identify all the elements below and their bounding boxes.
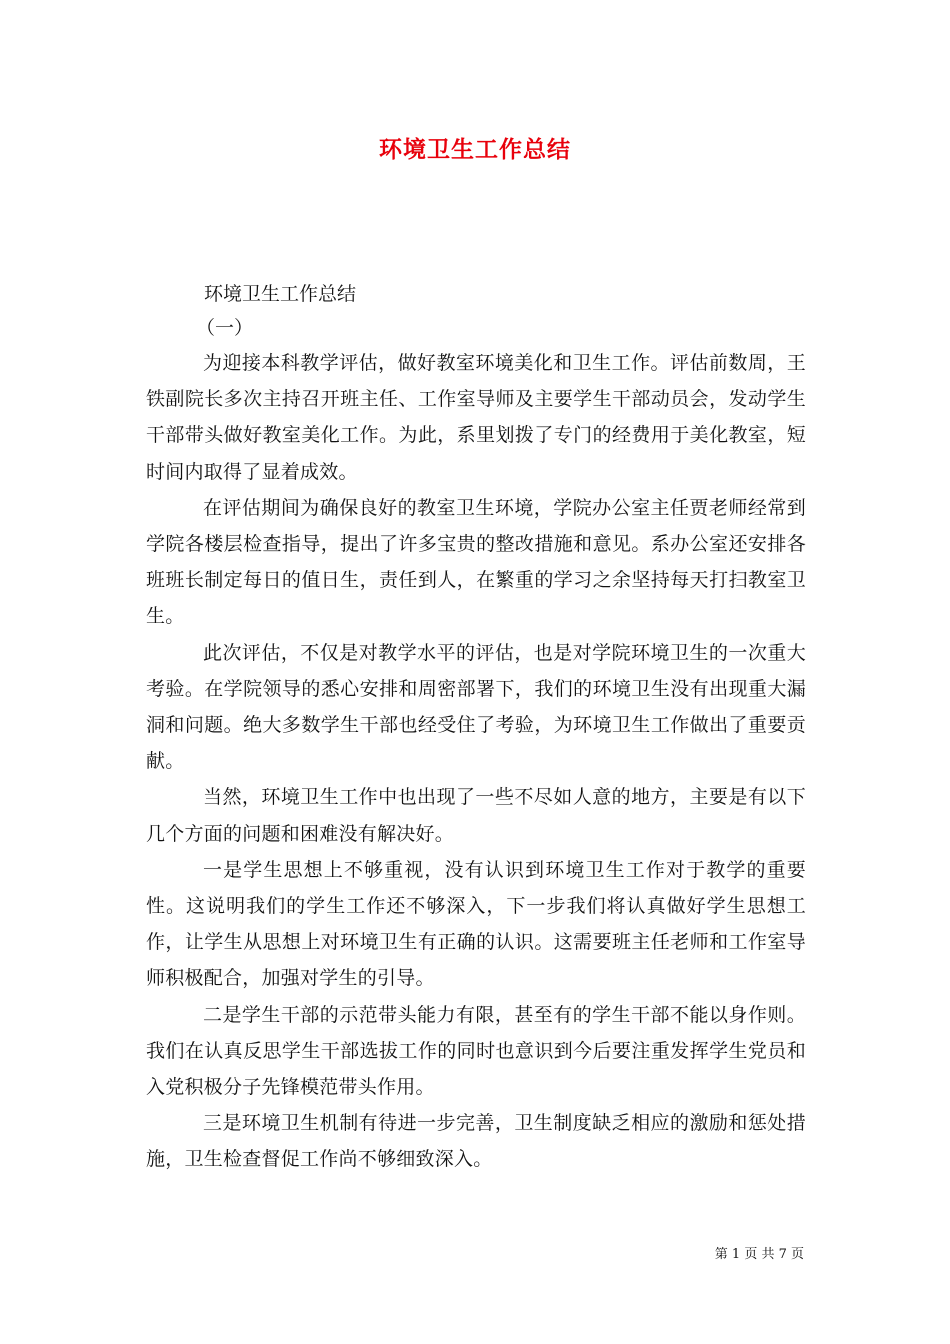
paragraph: 此次评估，不仅是对教学水平的评估，也是对学院环境卫生的一次重大考验。在学院领导的悉心安排和周密部署下，我们的环境卫生没有出现重大漏洞和问题。绝大多数学生干部也经受住了考验，为环境卫生工作做出了重要贡献。 xyxy=(146,641,806,773)
paragraph: 当然，环境卫生工作中也出现了一些不尽如人意的地方，主要是有以下几个方面的问题和困难没有解决好。 xyxy=(146,786,806,845)
document-title: 环境卫生工作总结 xyxy=(379,136,571,163)
paragraph: 一是学生思想上不够重视，没有认识到环境卫生工作对于教学的重要性。这说明我们的学生工作还不够深入，下一步我们将认真做好学生思想工作，让学生从思想上对环境卫生有正确的认识。这需要班主任老师和工作室导师积极配合，加强对学生的引导。 xyxy=(146,858,806,990)
document-subheading: 环境卫生工作总结 xyxy=(204,283,357,305)
page-number: 第 1 页 共 7 页 xyxy=(714,1247,804,1262)
section-label: （一） xyxy=(196,317,254,339)
document-body xyxy=(146,345,806,1178)
paragraph: 三是环境卫生机制有待进一步完善，卫生制度缺乏相应的激励和惩处措施，卫生检查督促工作尚不够细致深入。 xyxy=(146,1112,806,1171)
paragraph: 为迎接本科教学评估，做好教室环境美化和卫生工作。评估前数周，王铁副院长多次主持召开班主任、工作室导师及主要学生干部动员会，发动学生干部带头做好教室美化工作。为此，系里划拨了专门的经费用于美化教室，短时间内取得了显着成效。 xyxy=(146,352,806,483)
paragraph: 二是学生干部的示范带头能力有限，甚至有的学生干部不能以身作则。我们在认真反思学生干部选拔工作的同时也意识到今后要注重发挥学生党员和入党积极分子先锋模范带头作用。 xyxy=(146,1003,806,1099)
paragraph: 在评估期间为确保良好的教室卫生环境，学院办公室主任贾老师经常到学院各楼层检查指导，提出了许多宝贵的整改措施和意见。系办公室还安排各班班长制定每日的值日生，责任到人，在繁重的学习之余坚持每天打扫教室卫生。 xyxy=(146,496,806,628)
